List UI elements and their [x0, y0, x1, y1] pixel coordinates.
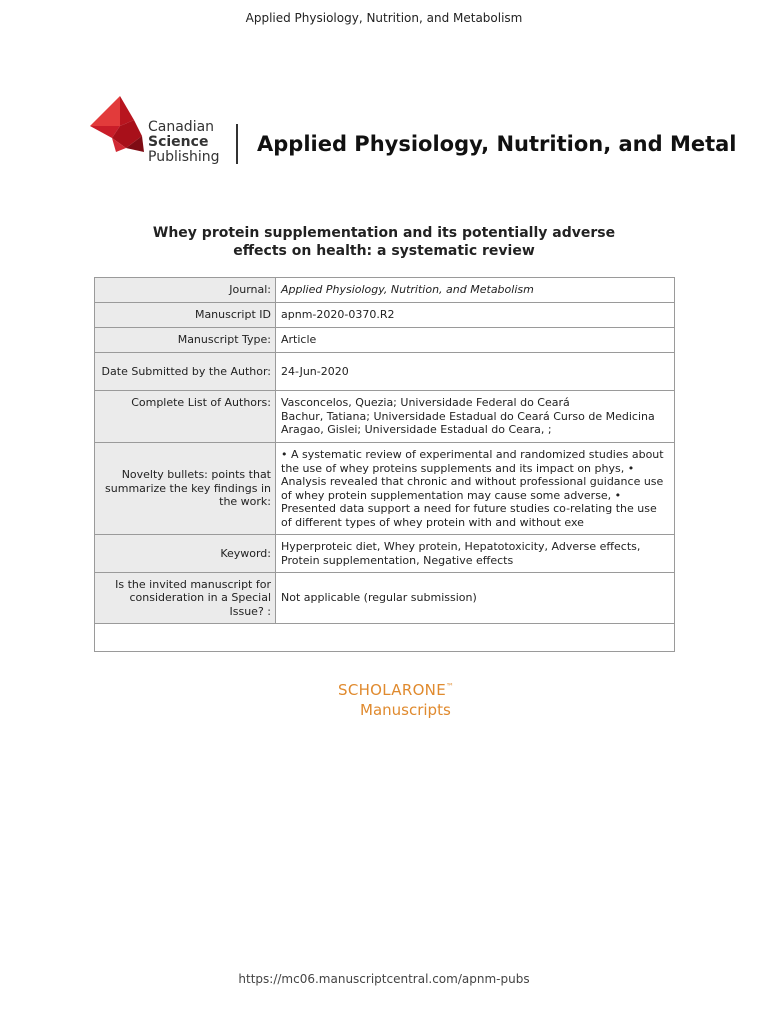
table-row: [95, 573, 675, 624]
table-row: [95, 391, 675, 443]
publisher-line1: Canadian: [148, 119, 215, 135]
publisher-line3: Publishing: [148, 149, 220, 165]
author-line: Bachur, Tatiana; Universidade Estadual do Ceará Curso de Medicina: [281, 409, 655, 423]
table-row: [95, 303, 675, 328]
row-label: Manuscript ID: [95, 303, 276, 328]
row-label: Is the invited manuscript for consideration in a Special Issue? :: [95, 573, 276, 624]
publisher-line2: Science: [148, 134, 209, 150]
row-label: Complete List of Authors:: [95, 391, 276, 443]
author-line: Aragao, Gislei; Universidade Estadual do Ceara, ;: [281, 423, 552, 437]
article-title-line2: effects on health: a systematic review: [233, 243, 535, 259]
canadian-science-publishing-logo-icon: [90, 96, 148, 156]
brand-divider: [236, 124, 238, 164]
table-row: [95, 535, 675, 573]
scholarone-brand: SCHOLARONE: [338, 681, 446, 699]
running-head: Applied Physiology, Nutrition, and Metabolism: [245, 11, 523, 25]
row-label: Manuscript Type:: [95, 328, 276, 353]
scholarone-logo: [338, 681, 454, 719]
authors-value: [276, 391, 675, 443]
footer-url[interactable]: https://mc06.manuscriptcentral.com/apnm-pubs: [238, 972, 530, 986]
special-issue-value: Not applicable (regular submission): [276, 573, 675, 624]
manuscript-id-value: apnm-2020-0370.R2: [276, 303, 675, 328]
row-label: Journal:: [95, 278, 276, 303]
manuscript-details-table: [94, 277, 675, 652]
table-row: [95, 624, 675, 652]
table-row: [95, 278, 675, 303]
journal-banner-title: Applied Physiology, Nutrition, and Metal: [257, 132, 737, 156]
novelty-bullets-value: • A systematic review of experimental and randomized studies about the use of whey proteins supplements and its impact on phys, • Analysis revealed that chronic and without professional guidance use of whey protein supplementation may cause some adverse, • Presented data support a need for future studies co-relating the use of different types of whey protein with and without exe: [276, 443, 675, 535]
journal-header: [90, 96, 737, 168]
row-label: Date Submitted by the Author:: [95, 353, 276, 391]
article-title-line1: Whey protein supplementation and its potentially adverse: [152, 225, 616, 241]
date-submitted-value: 24-Jun-2020: [276, 353, 675, 391]
table-row: [95, 443, 675, 535]
table-row: [95, 328, 675, 353]
table-row: [95, 353, 675, 391]
article-title: [100, 224, 668, 260]
author-line: Vasconcelos, Quezia; Universidade Federal do Ceará: [281, 396, 570, 410]
empty-row: [95, 624, 675, 652]
row-label: Novelty bullets: points that summarize the key findings in the work:: [95, 443, 276, 535]
publisher-wordmark: [148, 120, 220, 165]
trademark-symbol: ™: [445, 682, 455, 691]
keyword-value: Hyperproteic diet, Whey protein, Hepatotoxicity, Adverse effects, Protein supplementation, Negative effects: [276, 535, 675, 573]
row-label: Keyword:: [95, 535, 276, 573]
journal-value: Applied Physiology, Nutrition, and Metabolism: [276, 278, 675, 303]
scholarone-product: Manuscripts: [360, 701, 451, 719]
manuscript-type-value: Article: [276, 328, 675, 353]
